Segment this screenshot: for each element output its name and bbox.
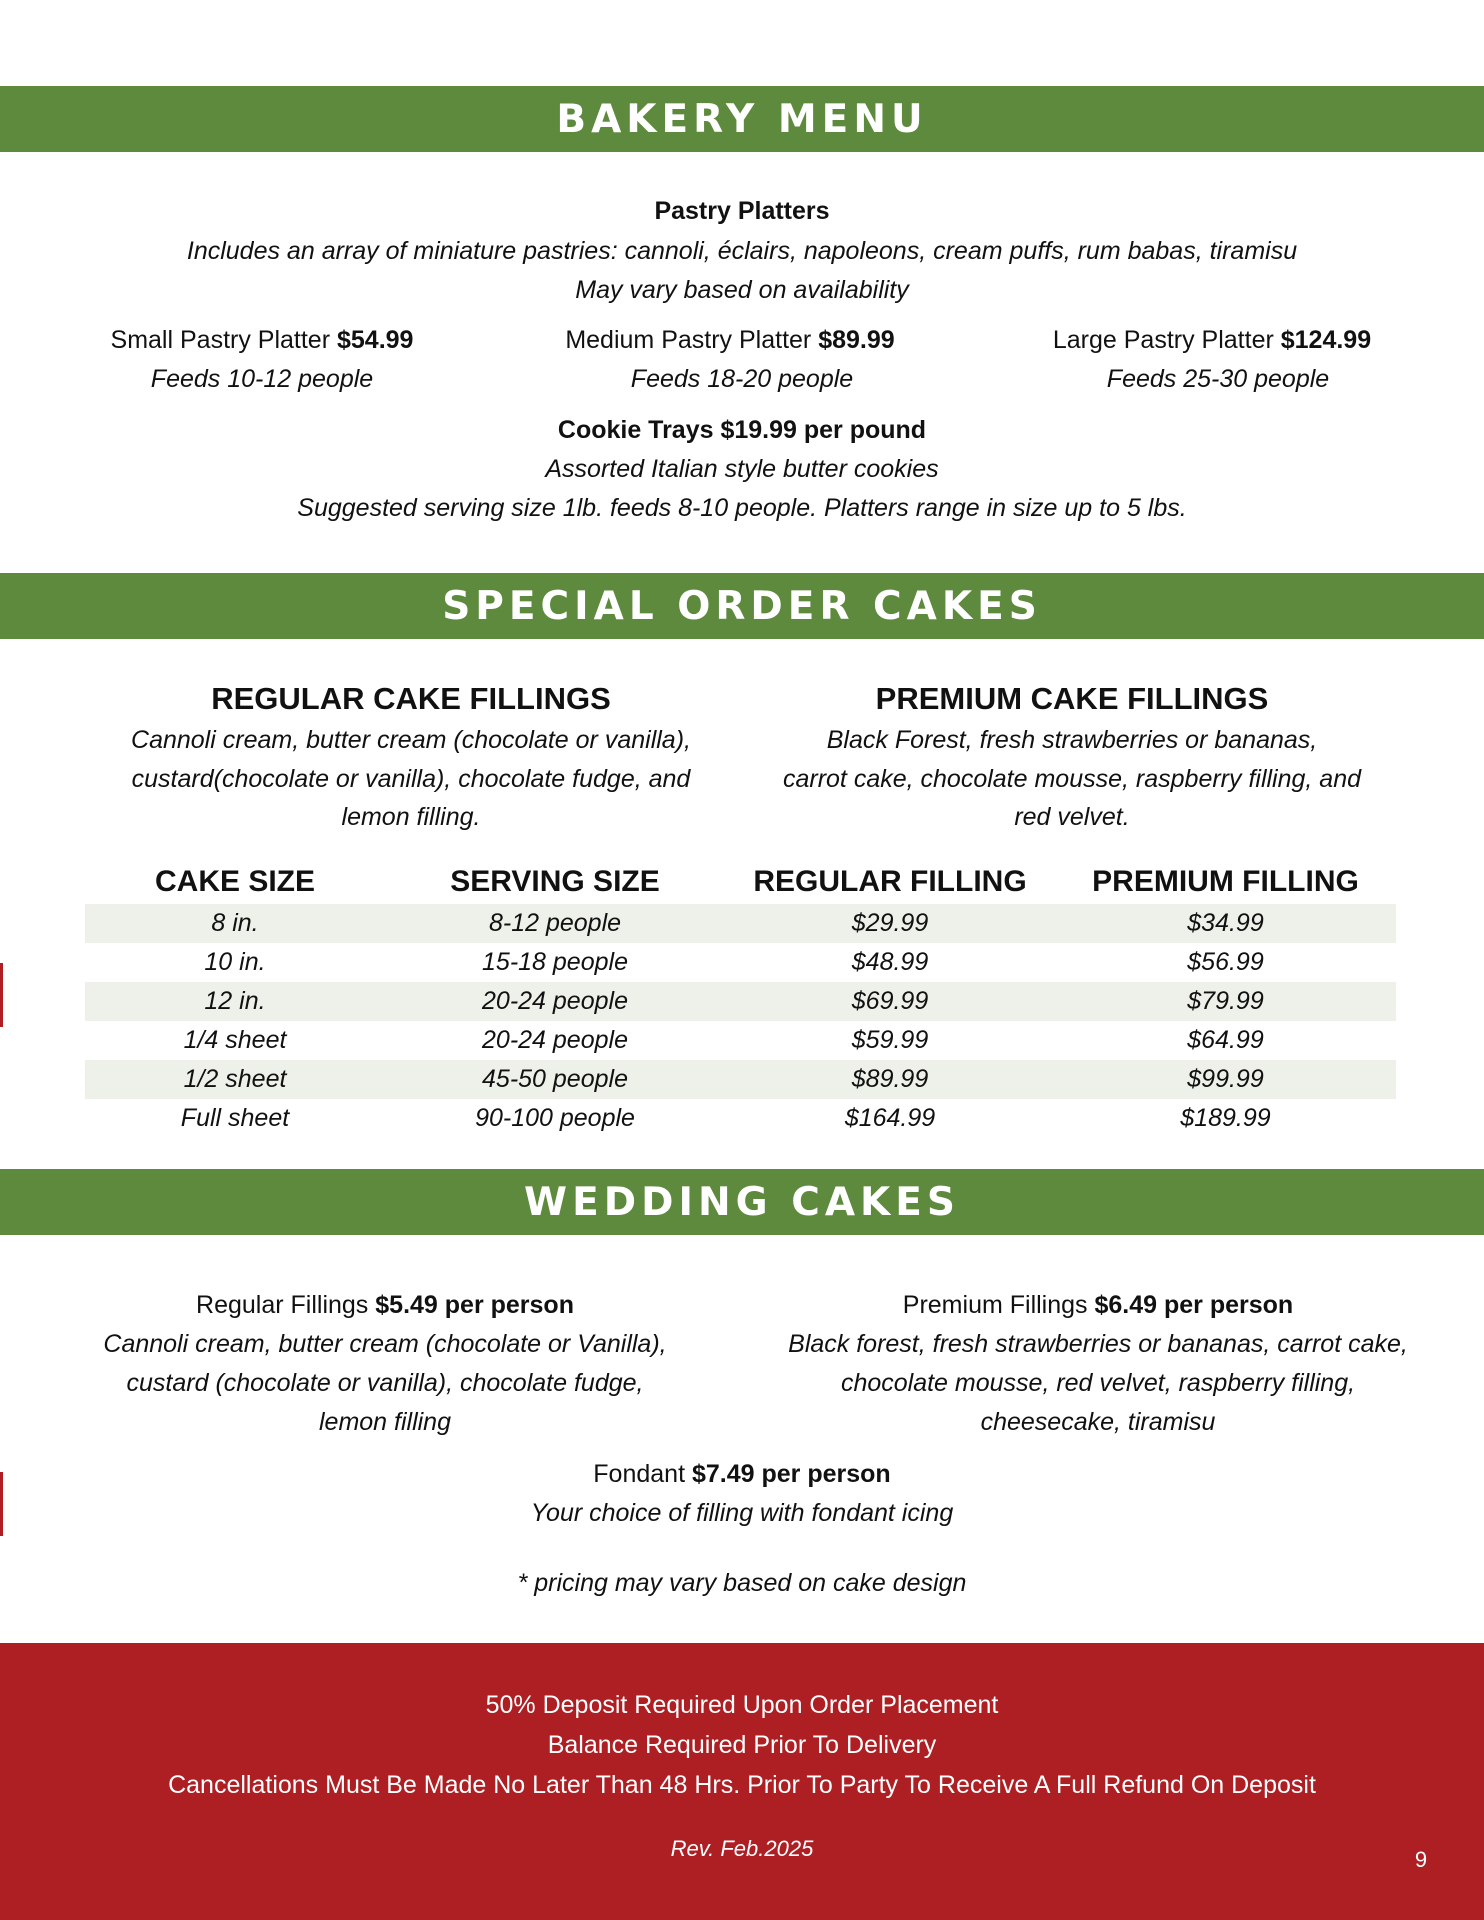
balance-policy: Balance Required Prior To Delivery: [547, 1731, 937, 1759]
table-row: [85, 1060, 1396, 1099]
page-number: 9: [1414, 1847, 1428, 1872]
table-row: [85, 943, 1396, 982]
header-cake-size: CAKE SIZE: [154, 865, 316, 898]
premium-price-cell: $79.99: [1187, 987, 1264, 1015]
cake-size-cell: 1/2 sheet: [183, 1065, 287, 1093]
regular-cake-fillings-title: REGULAR CAKE FILLINGS: [211, 681, 611, 716]
large-platter: [1012, 321, 1412, 360]
serving-size-cell: 45-50 people: [482, 1065, 628, 1093]
wedding-premium-label: Premium Fillings: [902, 1291, 1088, 1319]
large-platter-feeds: Feeds 25-30 people: [1106, 365, 1330, 393]
regular-price-cell: $69.99: [851, 987, 929, 1015]
platter-name: Medium Pastry Platter: [565, 326, 812, 354]
wedding-fondant: [0, 1455, 1484, 1494]
regular-price-cell: $59.99: [851, 1026, 929, 1054]
platter-price: $89.99: [818, 326, 895, 354]
platter-name: Large Pastry Platter: [1052, 326, 1274, 354]
premium-price-cell: $189.99: [1180, 1104, 1271, 1132]
regular-fillings-line: lemon filling.: [341, 803, 481, 831]
cookie-trays-note: Suggested serving size 1lb. feeds 8-10 people. Platters range in size up to 5 lbs.: [297, 494, 1187, 522]
cookie-trays-title: Cookie Trays $19.99 per pound: [557, 416, 927, 444]
wedding-regular-price: $5.49 per person: [375, 1291, 574, 1319]
cake-size-cell: 12 in.: [204, 987, 266, 1015]
premium-fillings-line: carrot cake, chocolate mousse, raspberry filling, and: [782, 765, 1362, 793]
margin-mark: [0, 963, 3, 1027]
cake-size-cell: 1/4 sheet: [183, 1026, 287, 1054]
revision-date: Rev. Feb.2025: [670, 1836, 814, 1861]
wedding-regular-fillings: [65, 1286, 705, 1325]
cake-size-cell: Full sheet: [180, 1104, 290, 1132]
cake-size-cell: 10 in.: [204, 948, 266, 976]
table-row: [85, 982, 1396, 1021]
header-premium-filling: PREMIUM FILLING: [1092, 865, 1359, 898]
serving-size-cell: 8-12 people: [488, 909, 622, 937]
cake-price-table: [85, 860, 1396, 1138]
premium-price-cell: $64.99: [1187, 1026, 1264, 1054]
serving-size-cell: 20-24 people: [482, 1026, 628, 1054]
header-regular-filling: REGULAR FILLING: [753, 865, 1027, 898]
wedding-cakes-banner: WEDDING CAKES: [0, 1169, 1484, 1235]
serving-size-cell: 20-24 people: [482, 987, 628, 1015]
regular-price-cell: $89.99: [851, 1065, 929, 1093]
header-serving-size: SERVING SIZE: [450, 865, 660, 898]
serving-size-cell: 15-18 people: [482, 948, 628, 976]
wedding-premium-line: cheesecake, tiramisu: [980, 1408, 1216, 1436]
platter-name: Small Pastry Platter: [110, 326, 331, 354]
platter-price: $124.99: [1280, 326, 1372, 354]
platter-price: $54.99: [337, 326, 414, 354]
premium-price-cell: $34.99: [1187, 909, 1264, 937]
pastry-platters-note: May vary based on availability: [575, 276, 909, 304]
wedding-regular-line: Cannoli cream, butter cream (chocolate or Vanilla),: [103, 1330, 667, 1358]
wedding-premium-price: $6.49 per person: [1094, 1291, 1294, 1319]
special-order-cakes-banner: SPECIAL ORDER CAKES: [0, 573, 1484, 639]
regular-price-cell: $29.99: [851, 909, 929, 937]
table-row: [85, 904, 1396, 943]
small-platter-feeds: Feeds 10-12 people: [150, 365, 374, 393]
medium-platter: [530, 321, 930, 360]
serving-size-cell: 90-100 people: [475, 1104, 635, 1132]
table-row: [85, 1021, 1396, 1060]
wedding-regular-line: custard (chocolate or vanilla), chocolate fudge,: [126, 1369, 644, 1397]
premium-cake-fillings-title: PREMIUM CAKE FILLINGS: [875, 681, 1269, 716]
premium-price-cell: $56.99: [1187, 948, 1264, 976]
cancellation-policy: Cancellations Must Be Made No Later Than 48 Hrs. Prior To Party To Receive A Full Refund On Deposit: [168, 1771, 1316, 1799]
cookie-trays-description: Assorted Italian style butter cookies: [545, 455, 939, 483]
regular-fillings-line: custard(chocolate or vanilla), chocolate fudge, and: [131, 765, 691, 793]
pricing-note: * pricing may vary based on cake design: [517, 1569, 967, 1597]
wedding-premium-line: chocolate mousse, red velvet, raspberry filling,: [840, 1369, 1356, 1397]
small-platter: [62, 321, 462, 360]
cake-size-cell: 8 in.: [211, 909, 259, 937]
regular-price-cell: $48.99: [851, 948, 929, 976]
regular-fillings-line: Cannoli cream, butter cream (chocolate or vanilla),: [131, 726, 691, 754]
wedding-regular-label: Regular Fillings: [196, 1291, 369, 1319]
table-header-row: [85, 860, 1396, 904]
fondant-price: $7.49 per person: [691, 1460, 891, 1488]
wedding-regular-line: lemon filling: [318, 1408, 451, 1436]
bakery-menu-banner: BAKERY MENU: [0, 86, 1484, 152]
wedding-premium-line: Black forest, fresh strawberries or bananas, carrot cake,: [788, 1330, 1408, 1358]
footer-policy-panel: [0, 1643, 1484, 1920]
wedding-premium-fillings: [758, 1286, 1438, 1325]
pastry-platters-title: Pastry Platters: [654, 197, 830, 225]
medium-platter-feeds: Feeds 18-20 people: [630, 365, 854, 393]
regular-price-cell: $164.99: [844, 1104, 936, 1132]
premium-fillings-line: Black Forest, fresh strawberries or bananas,: [826, 726, 1318, 754]
premium-price-cell: $99.99: [1187, 1065, 1264, 1093]
table-row: [85, 1099, 1396, 1138]
pastry-platters-description: Includes an array of miniature pastries: cannoli, éclairs, napoleons, cream puffs, rum babas, tiramisu: [186, 237, 1298, 265]
fondant-description: Your choice of filling with fondant icing: [530, 1499, 954, 1527]
fondant-label: Fondant: [593, 1460, 686, 1488]
deposit-policy: 50% Deposit Required Upon Order Placement: [485, 1691, 999, 1719]
premium-fillings-line: red velvet.: [1014, 803, 1130, 831]
